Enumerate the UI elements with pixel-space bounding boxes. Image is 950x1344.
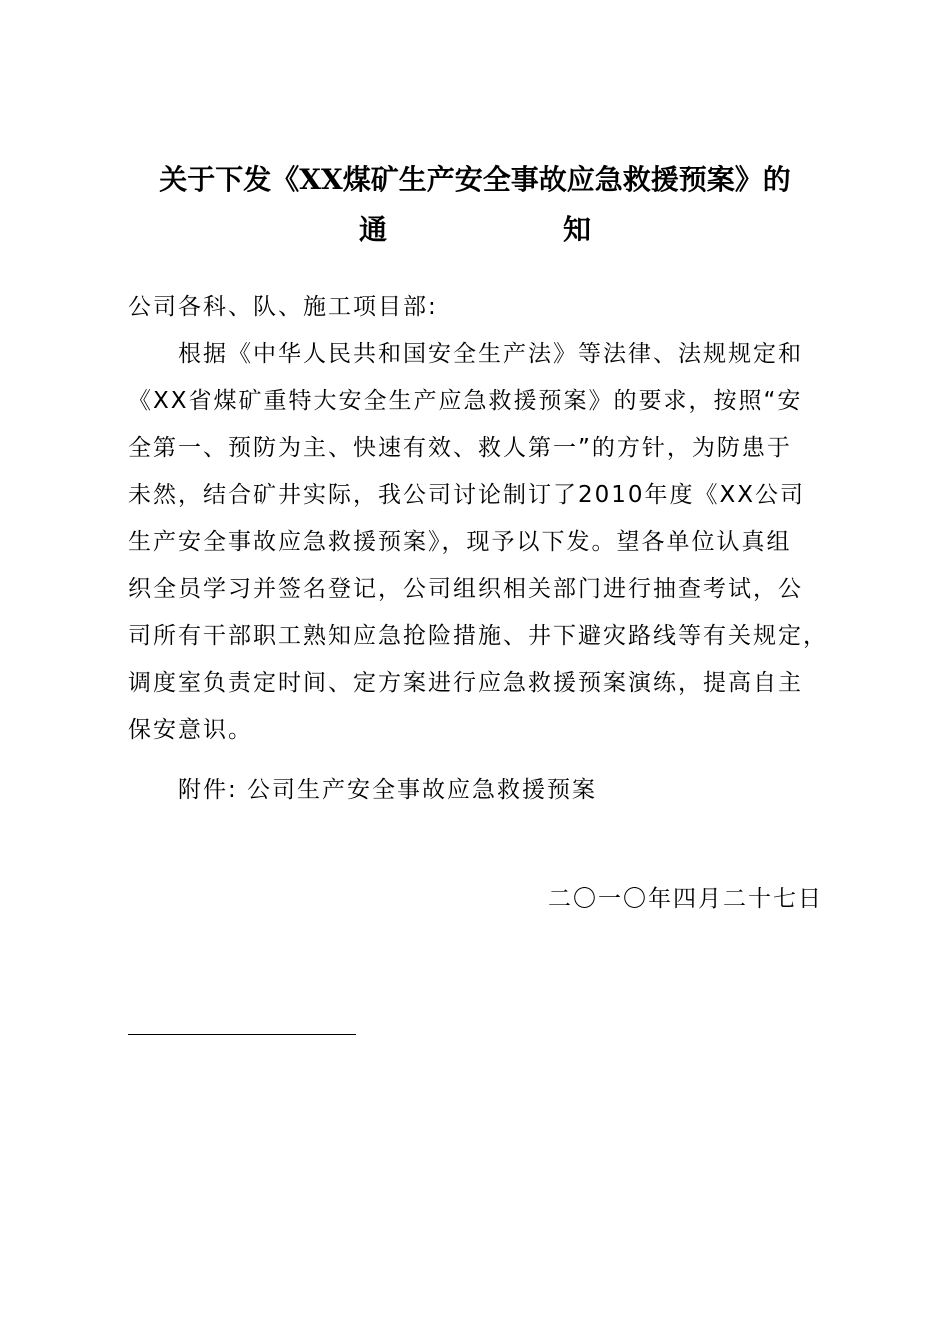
notice-title: 关于下发《XX煤矿生产安全事故应急救援预案》的 xyxy=(159,163,791,196)
body-paragraph xyxy=(128,331,828,754)
paragraph-line: 生产安全事故应急救援预案》，现予以下发。望各单位认真组 xyxy=(128,529,792,555)
paragraph-line: 《XX省煤矿重特大安全生产应急救援预案》的要求，按照“安 xyxy=(128,388,803,414)
attachment-note: 附件: 公司生产安全事故应急救援预案 xyxy=(178,777,598,803)
paragraph-line: 司所有干部职工熟知应急抢险措施、井下避灾路线等有关规定， xyxy=(128,623,828,649)
paragraph-line: 调度室负责定时间、定方案进行应急救援预案演练，提高自主 xyxy=(128,670,803,696)
paragraph-line: 未然，结合矿井实际，我公司讨论制订了2010年度《XX公司 xyxy=(128,482,806,508)
footnote-separator xyxy=(128,1034,356,1035)
notice-title-zhi: 知 xyxy=(563,213,592,246)
salutation: 公司各科、队、施工项目部: xyxy=(128,294,438,320)
paragraph-line: 织全员学习并签名登记，公司组织相关部门进行抽查考试，公 xyxy=(128,576,803,602)
paragraph-line: 根据《中华人民共和国安全生产法》等法律、法规规定和 xyxy=(178,341,803,367)
notice-title-tong: 通 xyxy=(359,213,388,246)
paragraph-line: 保安意识。 xyxy=(128,717,253,743)
paragraph-line: 全第一、预防为主、快速有效、救人第一”的方针，为防患于 xyxy=(128,435,792,461)
issue-date: 二〇一〇年四月二十七日 xyxy=(548,886,823,912)
